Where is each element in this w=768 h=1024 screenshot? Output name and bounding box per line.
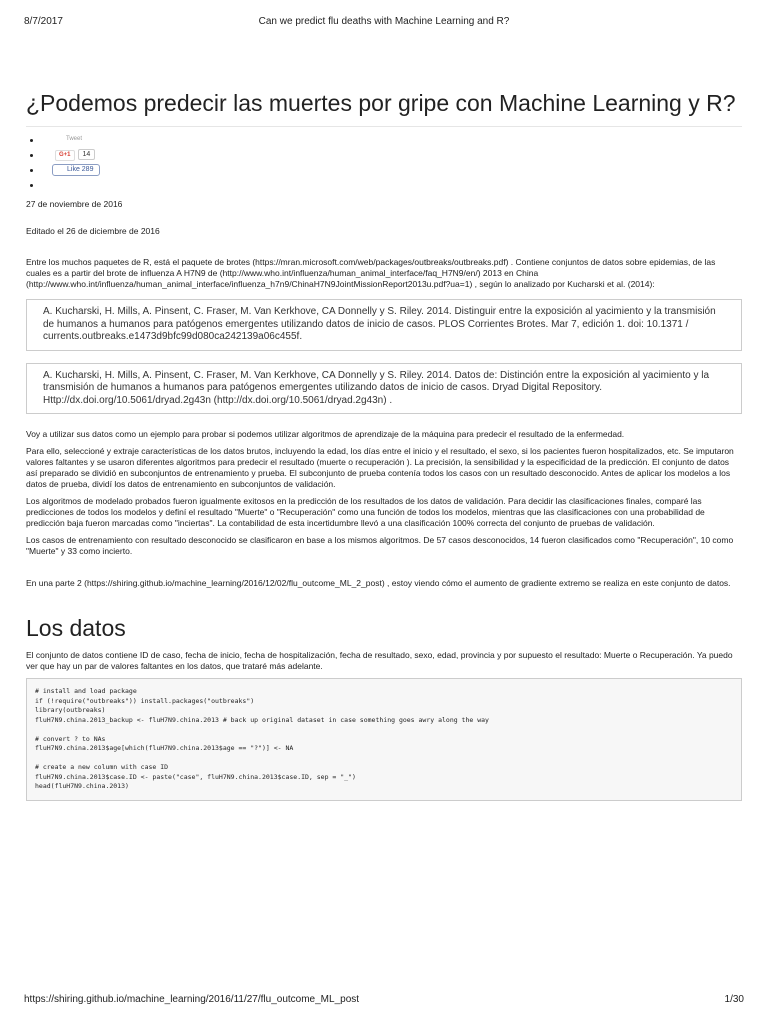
paragraph-results: Los casos de entrenamiento con resultado desconocido se clasificaron en base a los mismos algoritmos. De 57 casos desconocidos, 14 fueron clasificados como "Recuperación", 10 como "Muerte" y 33 como incierto. (26, 535, 734, 556)
title-divider (26, 126, 742, 127)
social-item-gplus (42, 148, 742, 163)
facebook-like-button[interactable]: Like 289 (52, 164, 100, 176)
citation-quote-2: A. Kucharski, H. Mills, A. Pinsent, C. Fraser, M. Van Kerkhove, CA Donnelly y S. Riley. 2014. Datos de: Distinción entre la exposición al yacimiento y la transmisión de humanos a humanos para patógenos emergentes utilizando datos de inicio de casos. Dryad Digital Repository. Http://dx.doi.org/10.5061/dryad.2g43n (http://dx.doi.org/10.5061/dryad.2g43n) . (26, 363, 742, 415)
section-paragraph: El conjunto de datos contiene ID de caso, fecha de inicio, fecha de hospitalización, fecha de resultado, sexo, edad, provincia y por supuesto el resultado: Muerte o Recuperación. Ya puedo ver que hay un par de valores faltantes en los datos, que trataré más adelante. (26, 650, 733, 671)
gplus-button[interactable] (55, 146, 95, 161)
page-number: 1/30 (724, 994, 744, 1005)
intro-paragraph: Entre los muchos paquetes de R, está el paquete de brotes (https://mran.microsoft.com/web/packages/outbreaks/outbreaks.pdf) . Contiene conjuntos de datos sobre epidemias, de las cuales es a partir del brote de influenza A H7N9 de (http://www.who.int/influenza/human_animal_interface/faq_H7N9/en/) 2013 en China (http://www.who.int/influenza/human_animal_interface/influenza_h7n9/ChinaH7N9JointMissionReport2013u.pdf?ua=1) , según lo analizado por Kucharski et al. (2014): (26, 257, 716, 289)
article (26, 90, 742, 801)
tweet-button[interactable]: Tweet (66, 136, 83, 142)
social-item-tweet (42, 133, 742, 148)
gplus-count: 14 (78, 149, 96, 160)
section-title: Los datos (26, 615, 126, 641)
print-date: 8/7/2017 (24, 16, 63, 27)
paragraph-method: Para ello, seleccioné y extraje características de los datos brutos, incluyendo la edad, los días entre el inicio y el resultado, el sexo, si los pacientes fueron hospitalizados, etc. Se imputaron valores faltantes y se usaron diferentes algoritmos para predecir el resultado (muerte o recuperación ). La precisión, la sensibilidad y la especificidad de la predicción. El conjunto de datos así preparado se dividió en subconjuntos de entrenamiento y prueba. El subconjunto de prueba contenía todos los casos con un resultado desconocido. Antes de aplicar los modelos a los datos de prueba, dividí los datos de entrenamiento en subconjuntos de validación. (26, 446, 734, 489)
print-page-title: Can we predict flu deaths with Machine Learning and R? (258, 16, 510, 27)
print-footer (24, 994, 744, 1008)
code-block: # install and load package if (!require("outbreaks")) install.packages("outbreaks") library(outbreaks) fluH7N9.china.2013_backup <- fluH7N9.china.2013 # back up original dataset in case something goes awry along the way # convert ? to NAs fluH7N9.china.2013$age[which(fluH7N9.china.2013$age == "?")] <- NA # create a new column with case ID fluH7N9.china.2013$case.ID <- paste("case", fluH7N9.china.2013$case.ID, sep = "_") head(fluH7N9.china.2013) (26, 678, 742, 801)
edited-date: Editado el 26 de diciembre de 2016 (26, 226, 160, 236)
article-title: ¿Podemos predecir las muertes por gripe con Machine Learning y R? (26, 90, 736, 116)
gplus-icon: G+1 (55, 150, 75, 161)
print-url: https://shiring.github.io/machine_learning/2016/11/27/flu_outcome_ML_post (24, 994, 360, 1005)
paragraph-part2: En una parte 2 (https://shiring.github.io/machine_learning/2016/12/02/flu_outcome_ML_2_post) , estoy viendo cómo el aumento de gradiente extremo se realiza en este conjunto de datos. (26, 578, 731, 588)
print-header (24, 16, 744, 30)
paragraph-models: Los algoritmos de modelado probados fueron igualmente exitosos en la predicción de los resultados de los datos de validación. Para decidir las clasificaciones finales, comparé las predicciones de todos los modelos y definí el resultado "Muerte" o "Recuperación" como una función de todos los modelos, mientras que las clasificaciones con una probabilidad de predicción baja fueron marcadas como "inciertas". La contabilidad de esta incertidumbre llevó a una clasificación 100% correcta del conjunto de pruebas de validación. (26, 496, 705, 528)
citation-quote-1: A. Kucharski, H. Mills, A. Pinsent, C. Fraser, M. Van Kerkhove, CA Donnelly y S. Riley. 2014. Distinguir entre la exposición al yacimiento y la transmisión de humanos a humanos para patógenos emergentes utilizando datos de inicio de casos. PLOS Corrientes Brotes. Mar 7, edición 1. doi: 10.1371 / currents.outbreaks.e1473d9bfc99d080ca242139a06c455f. (26, 299, 742, 351)
paragraph-goal: Voy a utilizar sus datos como un ejemplo para probar si podemos utilizar algoritmos de aprendizaje de la máquina para predecir el resultado de la enfermedad. (26, 429, 625, 439)
social-item-empty (42, 178, 742, 193)
social-item-like (42, 163, 742, 178)
social-share-list (26, 133, 742, 193)
publish-date: 27 de noviembre de 2016 (26, 199, 123, 209)
